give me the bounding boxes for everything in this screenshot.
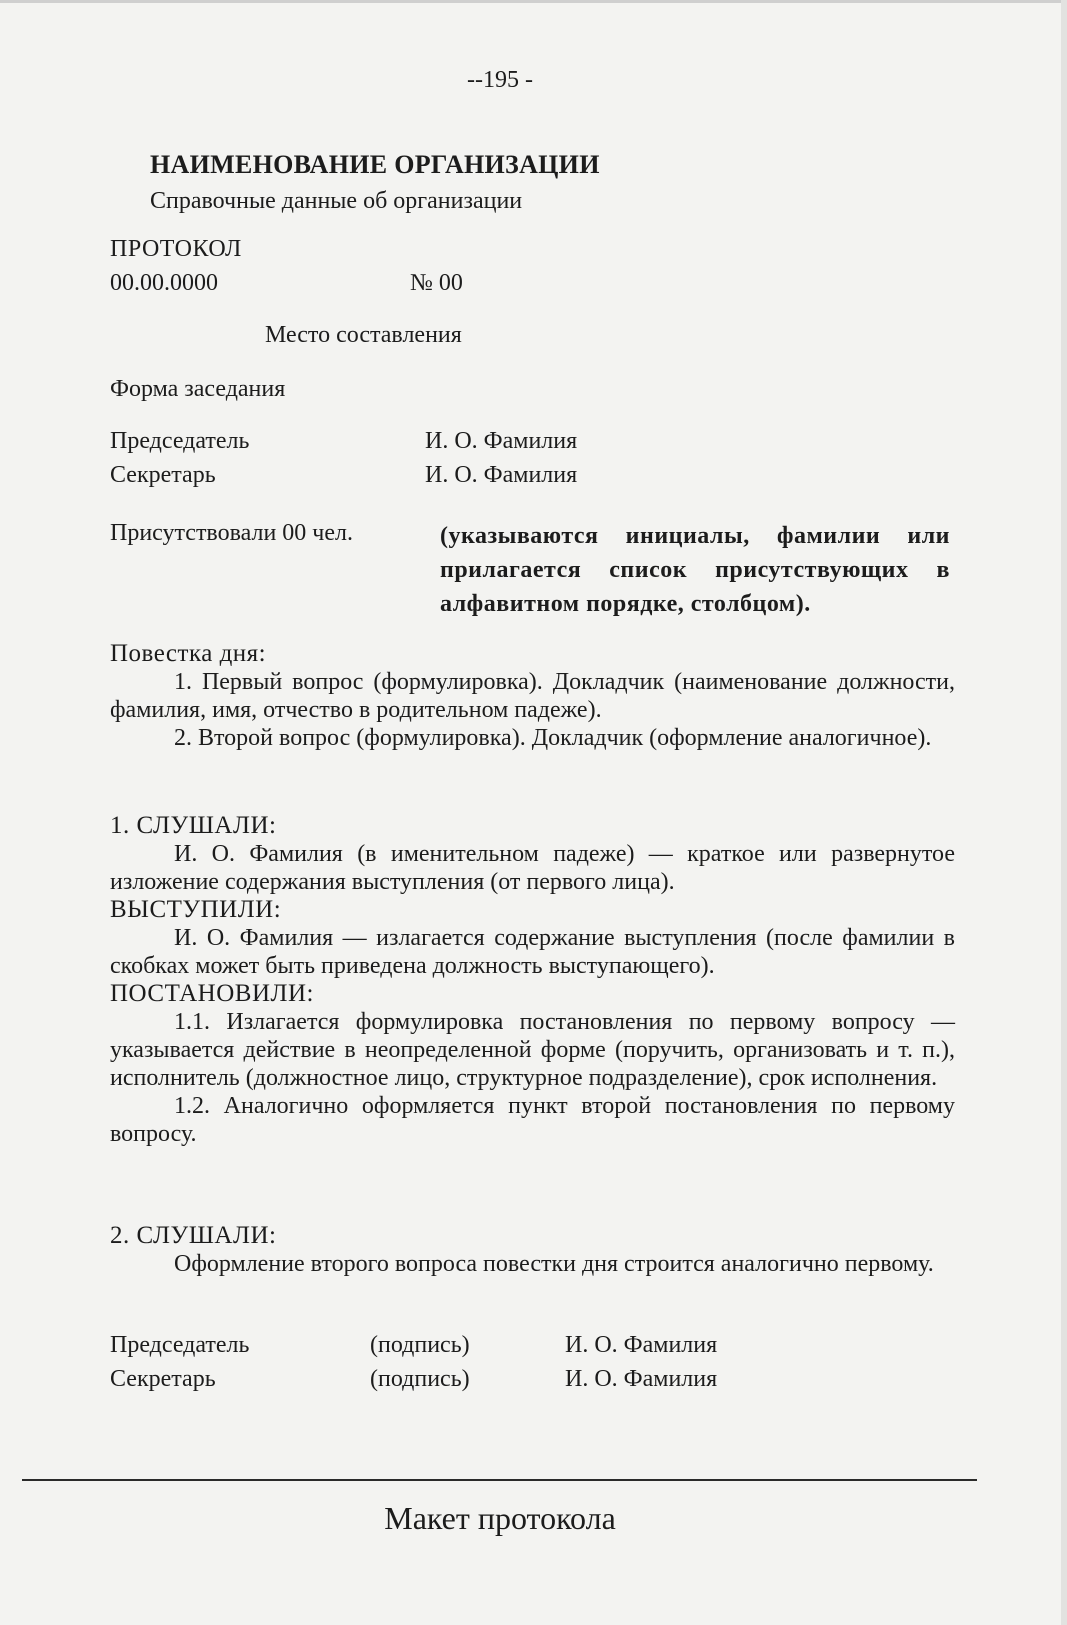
signature-secretary-role: Секретарь: [110, 1366, 216, 1392]
scan-right-edge: [1061, 0, 1067, 1625]
document-number: № 00: [410, 270, 463, 296]
resolved-heading: ПОСТАНОВИЛИ:: [110, 980, 314, 1007]
heard-heading: 2. СЛУШАЛИ:: [110, 1222, 277, 1249]
document-date: 00.00.0000: [110, 270, 218, 296]
chairman-name: И. О. Фамилия: [425, 428, 578, 454]
figure-caption: Макет протокола: [384, 1500, 616, 1536]
signature-chairman-mark: (подпись): [370, 1332, 470, 1358]
organization-title: НАИМЕНОВАНИЕ ОРГАНИЗАЦИИ: [150, 150, 600, 179]
document-place: Место составления: [265, 322, 462, 348]
resolution-item: 1.2. Аналогично оформляется пункт второй постановления по первому вопросу.: [110, 1093, 955, 1147]
agenda-item: 1. Первый вопрос (формулировка). Докладчик (наименование должности, фамилия, имя, отчество в родительном падеже).: [110, 669, 955, 723]
caption-divider: [22, 1479, 977, 1481]
agenda-block: [110, 640, 955, 752]
agenda-item: 2. Второй вопрос (формулировка). Докладчик (оформление аналогичное).: [174, 725, 932, 751]
secretary-name: И. О. Фамилия: [425, 462, 578, 488]
signature-secretary-name: И. О. Фамилия: [565, 1366, 718, 1392]
organization-subtitle: Справочные данные об организации: [150, 188, 523, 214]
scan-top-edge: [0, 0, 1067, 3]
attendance-note: (указываются инициалы, фамилии или прилагается список присутствующих в алфавитном порядке, столбцом).: [440, 523, 950, 617]
page-number: --195 -: [467, 67, 533, 93]
resolution-item: 1.1. Излагается формулировка постановления по первому вопросу — указывается действие в неопределенной форме (поручить, организовать и т. п.), исполнитель (должностное лицо, структурное подразделение), срок исполнения.: [110, 1009, 955, 1091]
attendance-count: Присутствовали 00 чел.: [110, 520, 353, 546]
section-1-block: [110, 812, 955, 1148]
secretary-role: Секретарь: [110, 462, 216, 488]
signature-secretary-mark: (подпись): [370, 1366, 470, 1392]
chairman-role: Председатель: [110, 428, 250, 454]
heard-text: Оформление второго вопроса повестки дня строится аналогично первому.: [174, 1251, 934, 1277]
spoke-text: И. О. Фамилия — излагается содержание выступления (после фамилии в скобках может быть приведена должность выступающего).: [110, 925, 955, 979]
signature-chairman-name: И. О. Фамилия: [565, 1332, 718, 1358]
section-2-block: [110, 1222, 955, 1278]
document-type: ПРОТОКОЛ: [110, 236, 242, 262]
agenda-heading: Повестка дня:: [110, 640, 267, 667]
meeting-form: Форма заседания: [110, 376, 286, 402]
spoke-heading: ВЫСТУПИЛИ:: [110, 896, 282, 923]
heard-text: И. О. Фамилия (в именительном падеже) — краткое или развернутое изложение содержания выступления (от первого лица).: [110, 841, 955, 895]
heard-heading: 1. СЛУШАЛИ:: [110, 812, 277, 839]
signature-chairman-role: Председатель: [110, 1332, 250, 1358]
